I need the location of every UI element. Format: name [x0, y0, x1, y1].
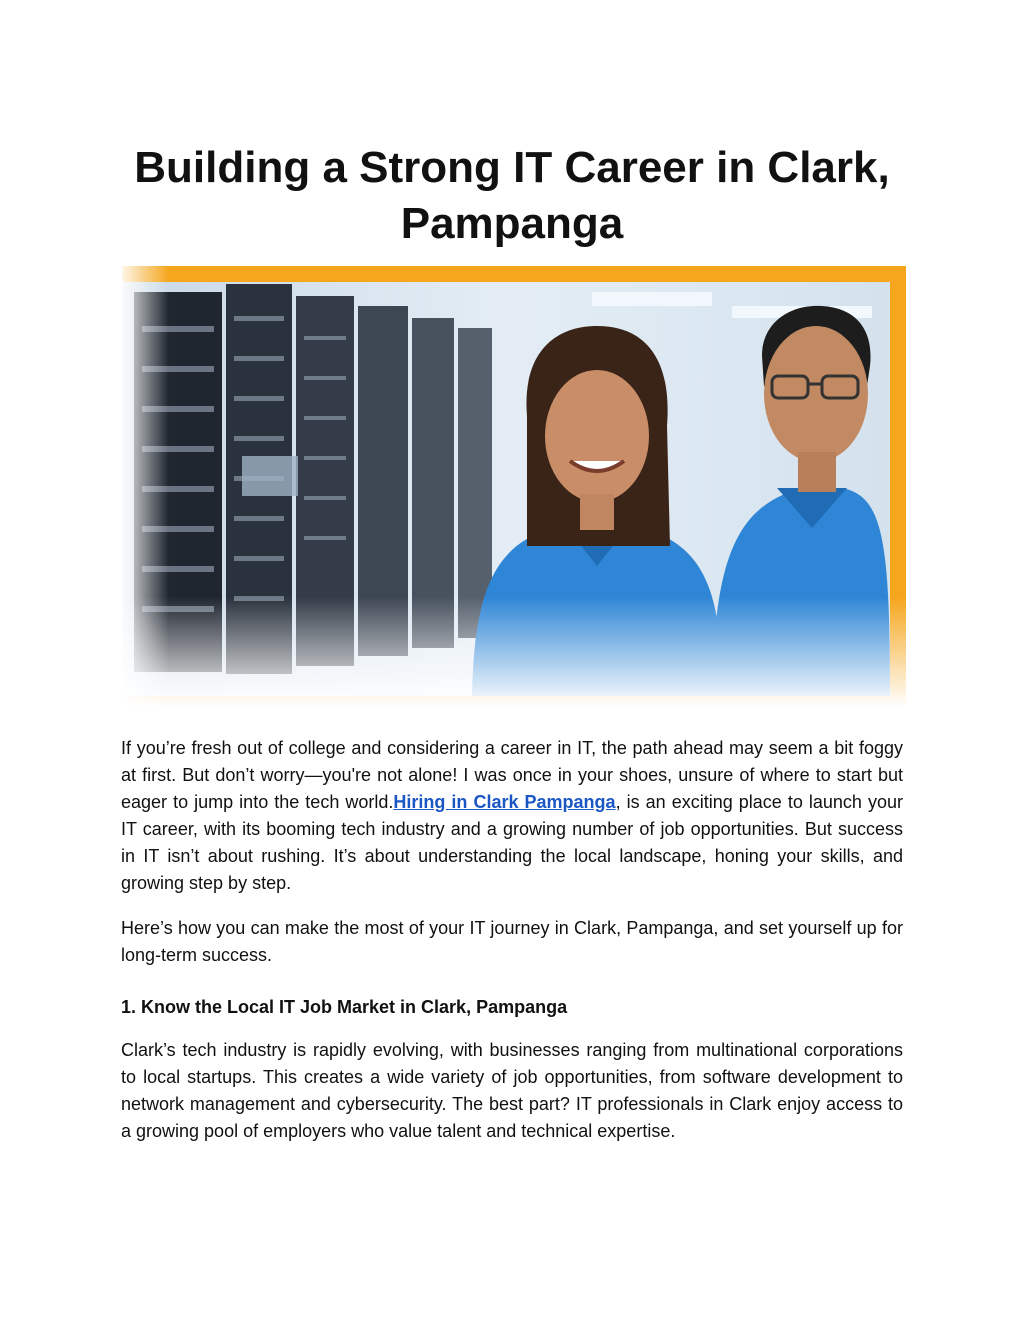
hero-image	[122, 266, 906, 707]
hiring-in-clark-pampanga-link[interactable]: Hiring in Clark Pampanga	[393, 792, 616, 812]
section-1-heading: 1. Know the Local IT Job Market in Clark, Pampanga	[121, 997, 568, 1017]
intro-paragraph	[121, 735, 903, 897]
intro-text-before-link: If you’re fresh out of college and considering a career in IT, the path ahead may seem a bit foggy at first. But don’t worry—you're not alone! I was once in your shoes, unsure of where to start but eager to jump into the tech world.	[121, 738, 903, 812]
intro-text-after-link: , is an exciting place to launch your IT career, with its booming tech industry and a growing number of job opportunities. But success in IT isn’t about rushing. It’s about understanding the local landscape, honing your skills, and growing step by step.	[121, 792, 903, 893]
page-title: Building a Strong IT Career in Clark, Pampanga	[134, 143, 890, 248]
section-1-body: Clark’s tech industry is rapidly evolving, with businesses ranging from multinational corporations to local startups. This creates a wide variety of job opportunities, from software development to network management and cybersecurity. The best part? IT professionals in Clark enjoy access to a growing pool of employers who value talent and technical expertise.	[121, 1040, 903, 1141]
paragraph-2: Here’s how you can make the most of your IT journey in Clark, Pampanga, and set yourself up for long-term success.	[121, 918, 903, 965]
hero-photo	[122, 266, 906, 707]
